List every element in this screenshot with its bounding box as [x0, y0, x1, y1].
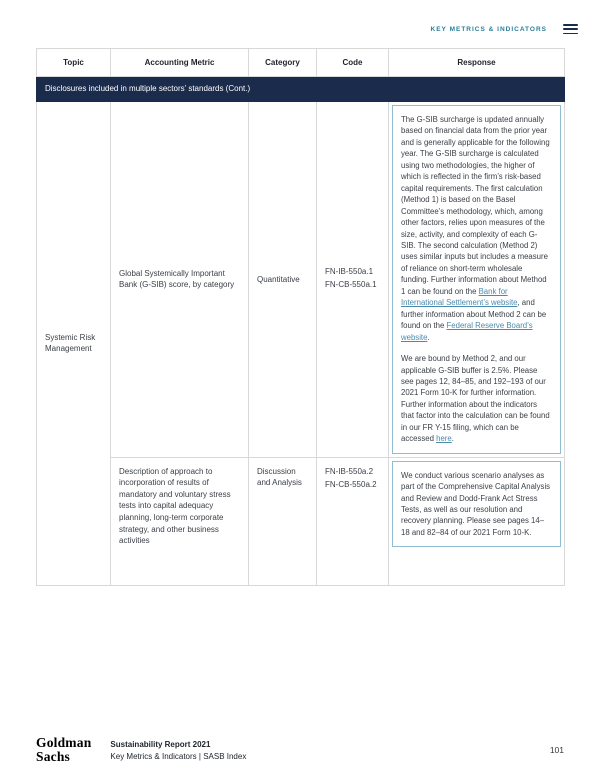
column-header-response: Response	[389, 49, 565, 77]
response-text: The G-SIB surcharge is updated annually based on financial data from the prior year and is generally applicable for the following year. The G-SIB surcharge is calculated using two methodologies, the higher of which is reflected in the firm’s risk-based capital requirements. The first calculation (Method 1) is based on the Basel Committee’s methodology, which, among other factors, relies upon measures of the size, activity, and complexity of each G-SIB. The second calculation (Method 2) uses similar inputs but includes a measure of reliance on short-term wholesale funding. Further information about Method 1 can be found on the	[401, 114, 550, 296]
response-text: , and further information about Method 2 can be found on the	[401, 298, 547, 331]
page-footer	[36, 736, 564, 764]
response-text: .	[427, 332, 430, 342]
metric-cell: Global Systemically Important Bank (G-SIB) score, by category	[111, 101, 249, 457]
column-header-accounting-metric: Accounting Metric	[111, 49, 249, 77]
table-header-row	[37, 49, 565, 77]
response-cell	[389, 457, 565, 585]
response-cell	[389, 101, 565, 457]
column-header-code: Code	[317, 49, 389, 77]
category-cell: Discussion and Analysis	[249, 457, 317, 585]
section-banner: Disclosures included in multiple sectors’ standards (Cont.)	[37, 77, 565, 102]
report-section: Key Metrics & Indicators | SASB Index	[110, 751, 247, 761]
response-box	[392, 461, 561, 548]
code-line: FN-CB-550a.2	[325, 480, 377, 490]
response-paragraph	[401, 470, 552, 539]
logo-line: Sachs	[36, 749, 71, 765]
page-number: 101	[549, 745, 564, 756]
menu-icon[interactable]	[563, 24, 578, 34]
report-title: Sustainability Report 2021	[110, 739, 211, 749]
response-text: We are bound by Method 2, and our applicable G-SIB buffer is 2.5%. Please see pages 12, 84–85, and 192–193 of our 2021 Form 10-K for further information. Further information about the indicators that factor into the calculation can be found in our FR Y-15 filing, which can be accessed	[401, 354, 550, 444]
response-text: .	[451, 434, 454, 444]
code-line: FN-IB-550a.2	[325, 466, 374, 476]
top-bar	[0, 0, 600, 34]
code-line: FN-IB-550a.1	[325, 266, 374, 276]
table-row	[37, 101, 565, 457]
link-fr-y15-here[interactable]: here	[436, 434, 452, 444]
breadcrumb[interactable]: KEY METRICS & INDICATORS	[430, 25, 547, 33]
code-line: FN-CB-550a.1	[325, 280, 377, 290]
code-cell	[317, 457, 389, 585]
link-bis-website[interactable]: Bank for International Settlement’s website	[401, 286, 518, 308]
table-row	[37, 457, 565, 585]
response-text: We conduct various scenario analyses as part of the Comprehensive Capital Analysis and Review and Dodd-Frank Act Stress Tests, as well as our resolution and recovery planning. Please see pages 14–18 and 82–84 of our 2021 Form 10-K.	[401, 470, 551, 537]
response-box	[392, 105, 561, 454]
footer-meta	[110, 740, 246, 761]
category-cell: Quantitative	[249, 101, 317, 457]
section-banner-row	[37, 77, 565, 102]
column-header-topic: Topic	[37, 49, 111, 77]
sasb-metrics-table	[36, 48, 565, 585]
code-cell	[317, 101, 389, 457]
goldman-sachs-logo	[36, 736, 91, 764]
topic-cell: Systemic Risk Management	[37, 101, 111, 585]
column-header-category: Category	[249, 49, 317, 77]
response-paragraph	[401, 114, 552, 343]
response-paragraph	[401, 353, 552, 445]
logo-line: Goldman	[36, 735, 92, 751]
metric-cell: Description of approach to incorporation of results of mandatory and voluntary stress tests into capital adequacy planning, long-term corporate strategy, and other business activities	[111, 457, 249, 585]
link-federal-reserve-website[interactable]: Federal Reserve Board’s website	[401, 321, 533, 342]
